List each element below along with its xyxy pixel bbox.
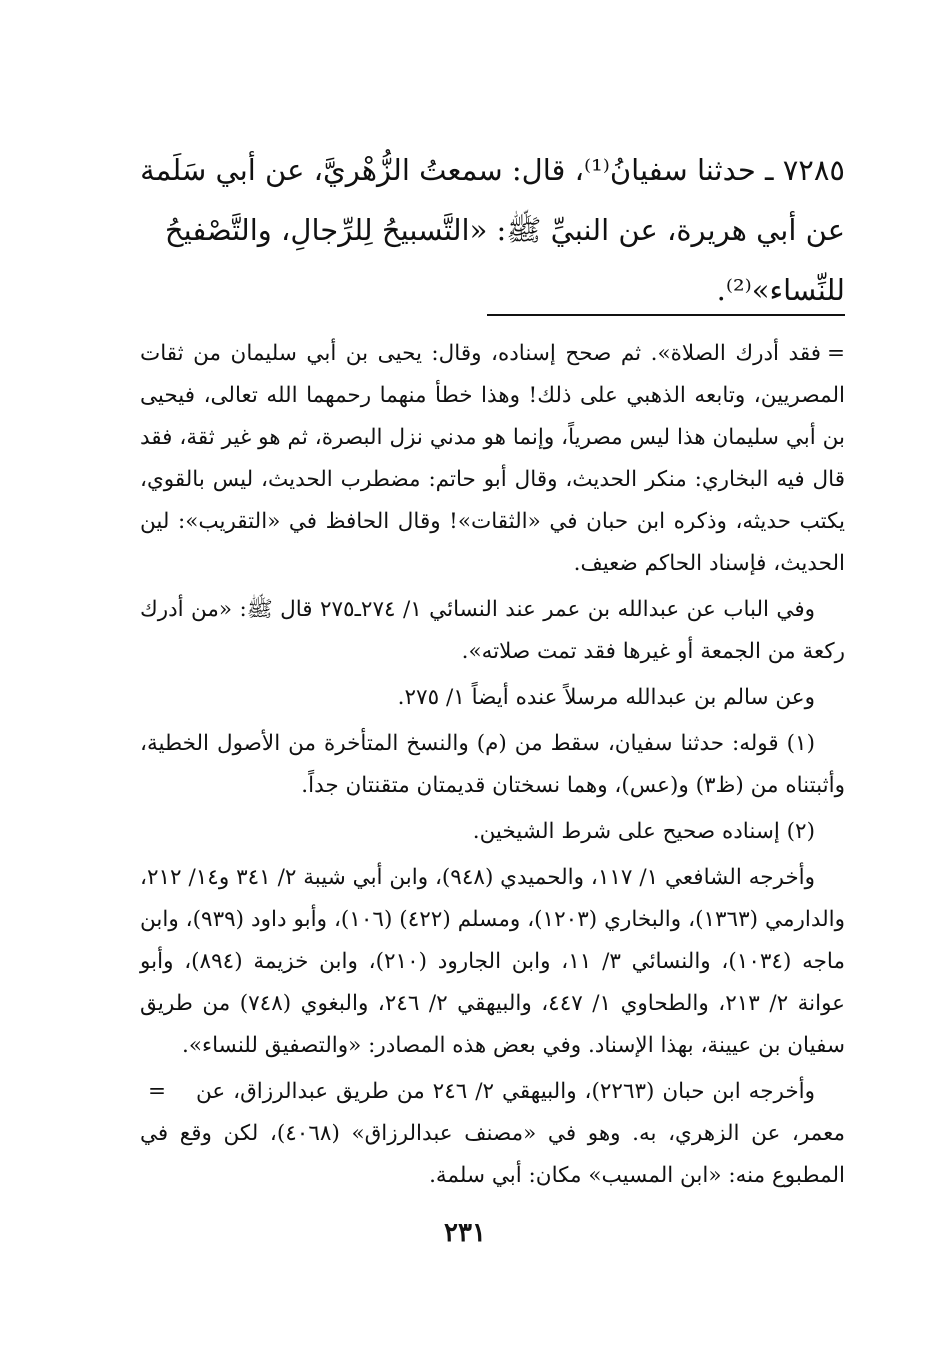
- footnote-paragraph: وفي الباب عن عبدالله بن عمر عند النسائي ١/ ٢٧٤ـ٢٧٥ قال ﷺ: «من أدرك ركعة من الجمعة أو غيرها فقد تمت صلاته».: [140, 597, 845, 664]
- footnote-paragraph: وأخرجه الشافعي ١/ ١١٧، والحميدي (٩٤٨)، وابن أبي شيبة ٢/ ٣٤١ و١٤/ ٢١٢، والدارمي (١٣٦٣)، والبخاري (١٢٠٣)، ومسلم (٤٢٢) (١٠٦)، وأبو داود (٩٣٩)، وابن ماجه (١٠٣٤)، والنسائي ٣/ ١١، وابن الجارود (٢١٠)، وابن خزيمة (٨٩٤)، وأبو عوانة ٢/ ٢١٣، والطحاوي ١/ ٤٤٧، والبيهقي ٢/ ٢٤٦، والبغوي (٧٤٨) من طريق سفيان بن عيينة، بهذا الإسناد. وفي بعض هذه المصادر: «والتصفيق للنساء».: [140, 865, 846, 1058]
- page-number: ٢٣١: [444, 1218, 486, 1248]
- hadith-text: [140, 140, 845, 320]
- hadith-line-1: ٧٢٨٥ ـ حدثنا سفيانُ⁽¹⁾، قال: سمعتُ الزُّهْريَّ، عن أبي سَلَمة: [140, 153, 845, 187]
- hadith-line-3: للنِّساء»⁽²⁾.: [716, 273, 845, 307]
- footnote-1: (١) قوله: حدثنا سفيان، سقط من (م) والنسخ المتأخرة من الأصول الخطية، وأثبتناه من (ظ٣) و(عس)، وهما نسختان قديمتان متقنتان جداً.: [140, 731, 845, 798]
- footnote-continuation: [140, 333, 845, 585]
- continuation-mark: =: [826, 341, 845, 366]
- footnote-separator: [487, 314, 845, 316]
- footnote-paragraph: [140, 1071, 845, 1197]
- footnotes-section: [140, 333, 845, 1197]
- continuation-text: فقد أدرك الصلاة». ثم صحح إسناده، وقال: يحيى بن أبي سليمان من ثقات المصريين، وتابعه الذهبي على ذلك! وهذا خطأ منهما رحمهما الله تعالى، فيحيى بن أبي سليمان هذا ليس مصرياً، وإنما هو مدني نزل البصرة، ثم هو غير ثقة، فقد قال فيه البخاري: منكر الحديث، وقال أبو حاتم: مضطرب الحديث، ليس بالقوي، يكتب حديثه، وذكره ابن حبان في «الثقات»! وقال الحافظ في «التقريب»: لين الحديث، فإسناد الحاكم ضعيف.: [140, 341, 845, 576]
- footnote-paragraph: وعن سالم بن عبدالله مرسلاً عنده أيضاً ١/ ٢٧٥.: [397, 685, 815, 710]
- hadith-line-2: عن أبي هريرة، عن النبيِّ ﷺ: «التَّسبيحُ لِلرِّجالِ، والتَّصْفيحُ: [164, 213, 845, 247]
- end-continuation-mark: =: [148, 1079, 167, 1104]
- footnote-2: (٢) إسناده صحيح على شرط الشيخين.: [472, 819, 815, 844]
- footnote-paragraph-text: وأخرجه ابن حبان (٢٢٦٣)، والبيهقي ٢/ ٢٤٦ من طريق عبدالرزاق، عن معمر، عن الزهري، به. وهو في «مصنف عبدالرزاق» (٤٠٦٨)، لكن وقع في المطبوع منه: «ابن المسيب» مكان: أبي سلمة.: [140, 1079, 845, 1188]
